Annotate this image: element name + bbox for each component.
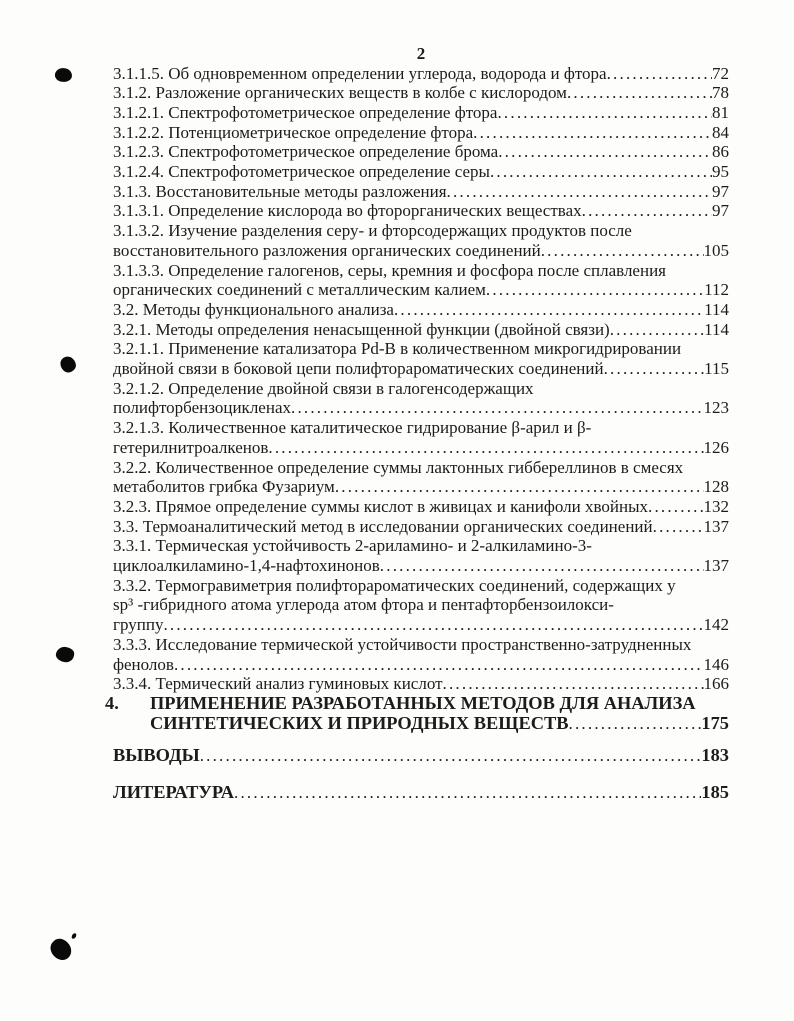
toc-entry [113, 103, 729, 123]
dot-leader [234, 783, 701, 803]
toc-page-ref: 95 [712, 162, 729, 182]
toc-entry-text: 3.2.1. Методы определения ненасыщенной функции (двойной связи) [113, 319, 610, 339]
toc-entry [105, 694, 729, 714]
toc-entry [113, 497, 729, 517]
toc-entry-text: 3.2.1.2. Определение двойной связи в галогенсодержащих [113, 378, 534, 398]
dot-leader [268, 438, 703, 458]
toc-entry-text: 3.1.2.3. Спектрофотометрическое определение брома [113, 142, 499, 162]
page-number: 2 [416, 44, 426, 63]
toc-entry [113, 615, 729, 635]
toc-page-ref: 97 [712, 181, 729, 201]
toc-entry [113, 477, 729, 497]
dot-leader [498, 142, 712, 162]
toc-entry [113, 595, 729, 615]
dot-leader [473, 123, 712, 143]
ink-blot [55, 646, 75, 664]
ink-blot [57, 354, 79, 376]
dot-leader [653, 517, 704, 537]
dot-leader [648, 497, 704, 517]
toc-entry-text: 3.1.3.2. Изучение разделения серу- и фторсодержащих продуктов после [113, 221, 632, 241]
dot-leader [610, 320, 704, 340]
toc-entry [113, 517, 729, 537]
dot-leader [604, 359, 705, 379]
toc-entry-text: 3.1.3. Восстановительные методы разложения [113, 181, 447, 201]
toc-page-ref: 132 [703, 496, 729, 516]
toc-entry [113, 280, 729, 300]
dot-leader [394, 300, 704, 320]
toc-entry [113, 123, 729, 143]
toc-page-ref: 84 [712, 122, 729, 142]
toc-entry [113, 746, 729, 766]
toc-entry-text: циклоалкиламино-1,4-нафтохинонов [113, 556, 380, 576]
toc-entry-text: ЛИТЕРАТУРА [113, 782, 235, 803]
toc-page-ref: 112 [704, 280, 729, 300]
toc-entry-text: органических соединений с металлическим калием [113, 280, 486, 300]
toc-page-ref: 72 [712, 63, 729, 83]
toc-entry-text: 3.2.3. Прямое определение суммы кислот в живицах и канифоли хвойных [113, 496, 648, 516]
toc-entry-text: 3.2.1.3. Количественное каталитическое гидрирование β-арил и β- [113, 418, 592, 438]
toc-entry [113, 339, 729, 359]
toc-page-ref: 126 [703, 437, 729, 457]
toc-entry-text: метаболитов грибка Фузариум [113, 477, 335, 497]
dot-leader [447, 182, 712, 202]
toc-entry [113, 162, 729, 182]
toc-entry [113, 576, 729, 596]
dot-leader [490, 162, 712, 182]
ink-blot [53, 66, 73, 84]
dot-leader [174, 655, 704, 675]
toc-entry-text: 3.2.1.1. Применение катализатора Pd-B в количественном микрогидрировании [113, 339, 682, 359]
toc-entry [113, 714, 729, 734]
toc-entry-text: восстановительного разложения органических соединений [113, 240, 541, 260]
toc-entry [113, 64, 729, 84]
toc-entry-text: 3.3.3. Исследование термической устойчивости пространственно-затрудненных [113, 634, 692, 654]
ink-blot [47, 935, 76, 964]
toc-entry-text: 3.3.2. Термогравиметрия полифторароматических соединений, содержащих у [113, 575, 676, 595]
toc-entry-text: 3.1.3.3. Определение галогенов, серы, кремния и фосфора после сплавления [113, 260, 666, 280]
toc-page-ref: 146 [703, 654, 729, 674]
ink-speck [71, 932, 77, 939]
toc-entry-text: 3.3.4. Термический анализ гуминовых кислот [113, 674, 443, 694]
toc-entry [113, 418, 729, 438]
toc-entry-text: 3.1.3.1. Определение кислорода во фторорганических веществах [113, 201, 582, 221]
toc-entry-text: СИНТЕТИЧЕСКИХ И ПРИРОДНЫХ ВЕЩЕСТВ [150, 712, 569, 733]
toc-entry-text: гетерилнитроалкенов [113, 437, 269, 457]
toc-page-ref: 86 [712, 142, 729, 162]
toc-entry [113, 635, 729, 655]
toc-entry [113, 398, 729, 418]
toc-entry [113, 458, 729, 478]
toc-page-ref: 123 [703, 398, 729, 418]
dot-leader [200, 746, 702, 766]
toc-entry [113, 320, 729, 340]
toc-entry-text: 3.1.2.1. Спектрофотометрическое определение фтора [113, 102, 498, 122]
toc-entry [113, 261, 729, 281]
toc-entry-text: полифторбензоцикленах [113, 398, 291, 418]
toc-page-ref: 114 [704, 319, 729, 339]
toc-entry-text: 3.3.1. Термическая устойчивость 2-ариламино- и 2-алкиламино-3- [113, 536, 592, 556]
toc-page-ref: 97 [712, 201, 729, 221]
toc-page-ref: 137 [703, 516, 729, 536]
toc-entry [113, 359, 729, 379]
toc-page-ref: 114 [704, 299, 729, 319]
toc-entry [113, 182, 729, 202]
toc-entry-text: двойной связи в боковой цепи полифторароматических соединений [113, 359, 604, 379]
toc-page-ref: 128 [703, 477, 729, 497]
toc-entry [113, 83, 729, 103]
toc-entry [113, 379, 729, 399]
dot-leader [497, 103, 712, 123]
dot-leader [607, 64, 712, 84]
toc-entry-text: группу [113, 615, 164, 635]
toc-page-ref: 105 [703, 240, 729, 260]
toc-page-ref: 115 [704, 359, 729, 379]
dot-leader [291, 398, 704, 418]
dot-leader [569, 714, 702, 734]
toc-page-ref: 78 [712, 83, 729, 103]
toc-page-ref: 142 [703, 615, 729, 635]
toc-entry-text: 3.2. Методы функционального анализа [113, 299, 394, 319]
toc-entry [113, 300, 729, 320]
toc-entry [113, 201, 729, 221]
dot-leader [380, 556, 704, 576]
toc-entry-text: 3.1.2.4. Спектрофотометрическое определение серы [113, 162, 490, 182]
toc-entry [113, 536, 729, 556]
toc-entry [113, 674, 729, 694]
toc-entry-text: ВЫВОДЫ [113, 745, 200, 766]
toc-entry [113, 221, 729, 241]
dot-leader [335, 477, 704, 497]
toc-entry-text: 3.1.2. Разложение органических веществ в колбе с кислородом [113, 83, 567, 103]
dot-leader [486, 280, 704, 300]
toc-entry [113, 556, 729, 576]
toc-page-ref: 81 [712, 102, 729, 122]
dot-leader [443, 674, 704, 694]
toc-page-ref: 175 [701, 712, 729, 733]
toc-entry-text: ПРИМЕНЕНИЕ РАЗРАБОТАННЫХ МЕТОДОВ ДЛЯ АНАЛИЗА [150, 693, 696, 713]
toc-entry-text: sp³ -гибридного атома углерода атом фтора и пентафторбензоилокси- [113, 595, 614, 615]
toc-entry [113, 142, 729, 162]
toc-entry-text: 3.1.1.5. Об одновременном определении углерода, водорода и фтора [113, 63, 607, 83]
toc-entry-text: 3.1.2.2. Потенциометрическое определение фтора [113, 122, 474, 142]
toc-entry-text: фенолов [113, 654, 174, 674]
toc-entry [113, 438, 729, 458]
dot-leader [163, 615, 703, 635]
toc-entry [113, 241, 729, 261]
toc-page-ref: 166 [703, 674, 729, 694]
toc-entry-text: 3.3. Термоаналитический метод в исследовании органических соединений [113, 516, 653, 536]
toc-page-ref: 137 [703, 556, 729, 576]
toc-entry-text: 3.2.2. Количественное определение суммы лактонных гиббереллинов в смесях [113, 457, 684, 477]
toc-page-ref: 183 [701, 745, 729, 766]
dot-leader [582, 201, 712, 221]
toc-entry [113, 783, 729, 803]
toc-entry [113, 655, 729, 675]
toc-page-ref: 185 [701, 782, 729, 803]
dot-leader [567, 83, 712, 103]
toc-list [105, 63, 729, 803]
toc-entry-number: 4. [105, 693, 119, 713]
dot-leader [541, 241, 704, 261]
